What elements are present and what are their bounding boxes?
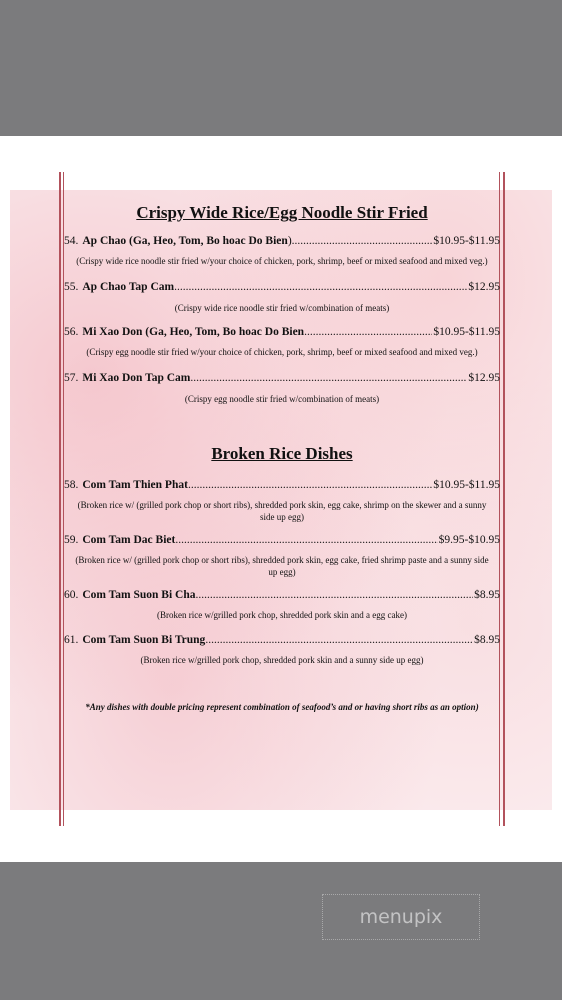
menu-item-61 <box>64 633 500 648</box>
item-description: (Crispy egg noodle stir fried w/your choice of chicken, pork, shrimp, beef or mixed seafood and mixed veg.) <box>86 347 478 357</box>
item-price: $12.95 <box>468 372 500 384</box>
leader-dots <box>175 533 437 548</box>
item-name: Com Tam Suon Bi Cha <box>82 589 196 601</box>
section-title-crispy-noodle: Crispy Wide Rice/Egg Noodle Stir Fried <box>136 203 428 222</box>
leader-dots <box>190 371 467 386</box>
item-number: 57. <box>64 372 79 384</box>
item-name: Com Tam Thien Phat <box>82 479 188 491</box>
item-description: (Crispy wide rice noodle stir fried w/your choice of chicken, pork, shrimp, beef or mixed seafood and mixed veg.) <box>76 256 488 266</box>
item-number: 58. <box>64 479 79 491</box>
item-number: 60. <box>64 589 79 601</box>
item-number: 56. <box>64 326 79 338</box>
item-price: $12.95 <box>468 281 500 293</box>
leader-dots <box>174 280 467 295</box>
leader-dots <box>292 234 433 249</box>
section-title-broken-rice: Broken Rice Dishes <box>211 444 353 463</box>
item-price: $9.95-$10.95 <box>438 534 500 546</box>
menu-item-59 <box>64 533 500 548</box>
item-number: 61. <box>64 634 79 646</box>
item-description: (Crispy wide rice noodle stir fried w/combination of meats) <box>174 303 390 313</box>
leader-dots <box>196 588 474 603</box>
menu-item-58 <box>64 478 500 493</box>
item-description: (Broken rice w/ (grilled pork chop or short ribs), shredded pork skin, egg cake, fried shrimp paste and a sunny side up egg) <box>75 555 489 577</box>
menu-item-57 <box>64 371 500 386</box>
leader-dots <box>188 478 432 493</box>
menu-item-54 <box>64 234 500 249</box>
item-description: (Broken rice w/grilled pork chop, shredded pork skin and a sunny side up egg) <box>140 655 424 665</box>
menupix-watermark: menupix <box>322 894 480 940</box>
item-price: $8.95 <box>474 634 500 646</box>
item-name: Ap Chao (Ga, Heo, Tom, Bo hoac Do Bien <box>82 235 288 247</box>
item-description: (Broken rice w/ (grilled pork chop or short ribs), shredded pork skin, egg cake, shrimp on the skewer and a sunny side up egg) <box>77 500 487 522</box>
leader-dots <box>304 325 432 340</box>
item-name: Com Tam Dac Biet <box>82 534 176 546</box>
menu-page <box>0 136 562 862</box>
item-price: $8.95 <box>474 589 500 601</box>
right-frame-line-outer <box>503 172 505 826</box>
item-name: Mi Xao Don (Ga, Heo, Tom, Bo hoac Do Bien <box>82 326 305 338</box>
item-price: $10.95-$11.95 <box>433 479 500 491</box>
menu-item-55 <box>64 280 500 295</box>
pricing-footnote: *Any dishes with double pricing represent combination of seafood’s and or having short ribs as an option) <box>85 702 479 712</box>
leader-dots <box>205 633 473 648</box>
item-price: $10.95-$11.95 <box>433 235 500 247</box>
item-name: Com Tam Suon Bi Trung <box>82 634 206 646</box>
menu-item-60 <box>64 588 500 603</box>
left-frame-line-outer <box>59 172 61 826</box>
item-description: (Crispy egg noodle stir fried w/combination of meats) <box>184 394 380 404</box>
item-name: Mi Xao Don Tap Cam <box>82 372 191 384</box>
item-price: $10.95-$11.95 <box>433 326 500 338</box>
item-number: 54. <box>64 235 79 247</box>
item-name-suffix: ) <box>287 235 292 247</box>
item-description: (Broken rice w/grilled pork chop, shredded pork skin and a egg cake) <box>157 610 407 620</box>
item-name: Ap Chao Tap Cam <box>82 281 175 293</box>
menu-item-56 <box>64 325 500 340</box>
item-number: 59. <box>64 534 79 546</box>
item-number: 55. <box>64 281 79 293</box>
menu-content <box>64 196 500 713</box>
top-background-band <box>0 0 562 136</box>
